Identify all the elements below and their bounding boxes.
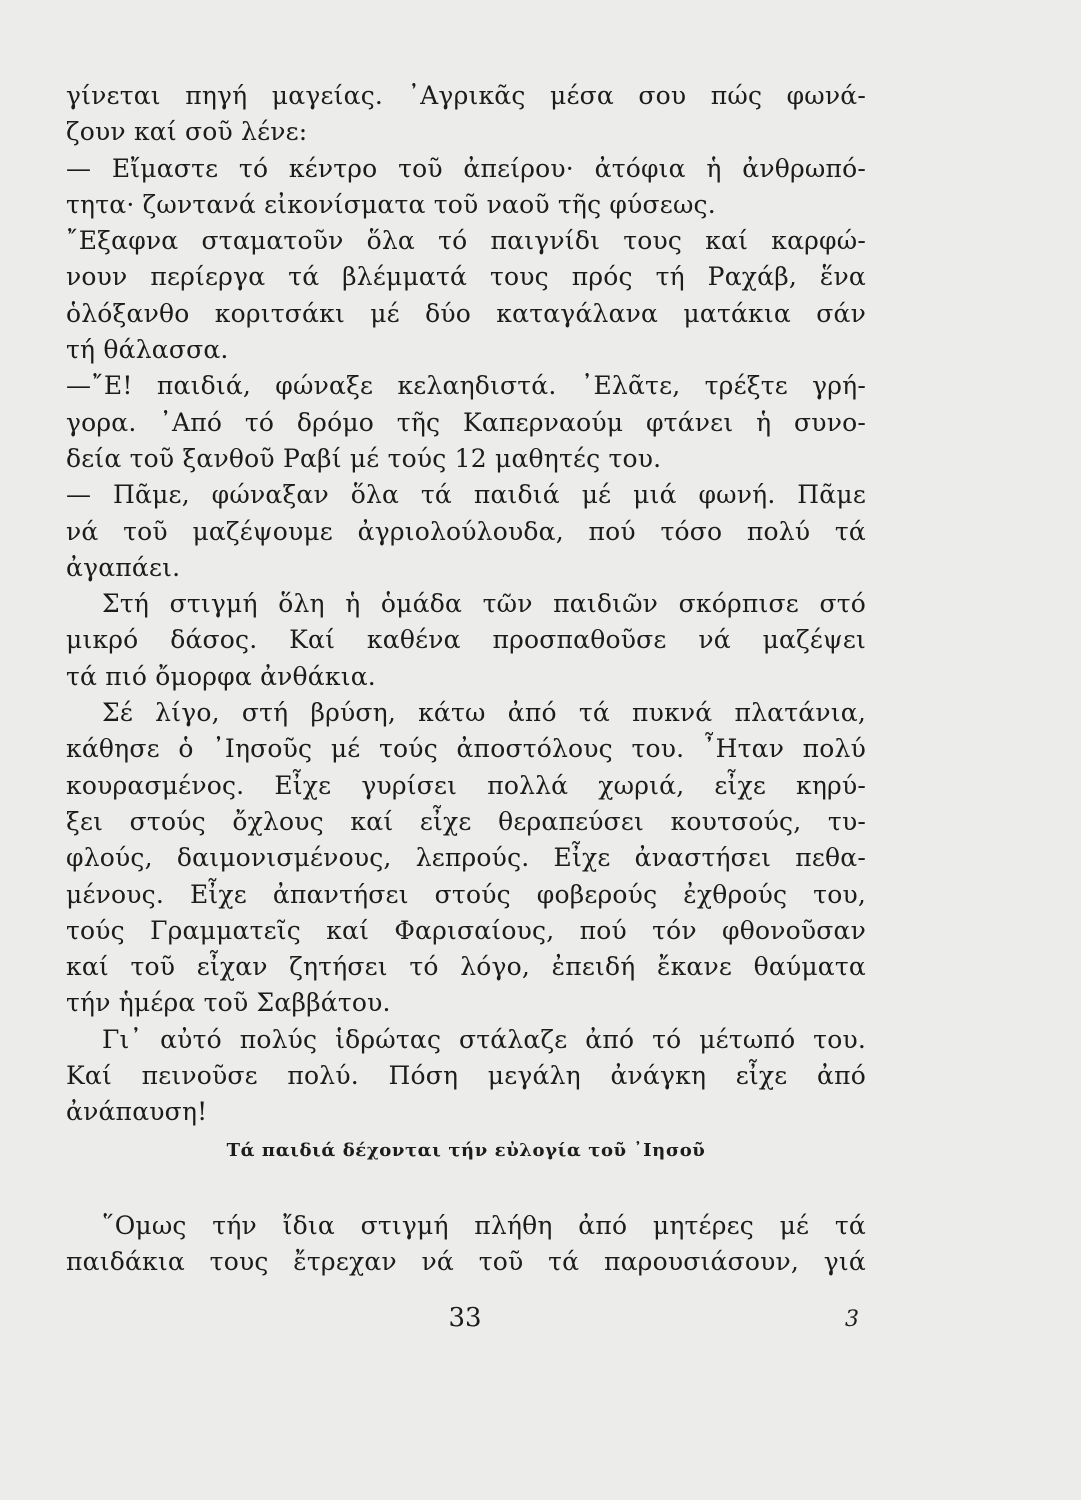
text-line: τή θάλασσα. <box>66 335 229 365</box>
text-line: ῞Ομως τήν ἴδια στιγμή πλήθη ἀπό μητέρες μέ τά <box>102 1211 866 1240</box>
text-line: ξει στούς ὄχλους καί εἶχε θεραπεύσει κουτσούς, τυ- <box>66 806 866 836</box>
text-line: Στή στιγμή ὅλη ἡ ὁμάδα τῶν παιδιῶν σκόρπισε στό <box>102 589 866 619</box>
text-line: —῎Ε! παιδιά, φώναξε κελαηδιστά. ᾿Ελᾶτε, τρέξτε γρή- <box>66 371 866 401</box>
page-number: 33 <box>448 1303 482 1333</box>
text-line: — Πᾶμε, φώναξαν ὅλα τά παιδιά μέ μιά φωνή. Πᾶμε <box>66 480 866 510</box>
section-heading: Τά παιδιά δέχονται τήν εὐλογία τοῦ ᾿Ιησοῦ <box>226 1140 706 1161</box>
text-line: Γι᾿ αὐτό πολύς ἱδρώτας στάλαζε ἀπό τό μέτωπό του. <box>102 1024 866 1054</box>
text-line: ὁλόξανθο κοριτσάκι μέ δύο καταγάλανα ματάκια σάν <box>66 298 866 328</box>
text-line: φλούς, δαιμονισμένους, λεπρούς. Εἶχε ἀναστήσει πεθα- <box>66 843 866 873</box>
text-line: παιδάκια τους ἔτρεχαν νά τοῦ τά παρουσιάσουν, γιά <box>66 1247 866 1277</box>
text-line: τήν ἡμέρα τοῦ Σαββάτου. <box>66 988 391 1018</box>
text-line: ἀγαπάει. <box>66 552 181 582</box>
text-line: ζουν καί σοῦ λένε: <box>66 117 308 147</box>
text-line: — Εἴμαστε τό κέντρο τοῦ ἀπείρου· ἀτόφια ἡ ἀνθρωπό- <box>66 153 866 183</box>
text-line: Καί πεινοῦσε πολύ. Πόση μεγάλη ἀνάγκη εἶχε ἀπό <box>66 1061 866 1091</box>
text-line: ἀνάπαυση! <box>66 1097 208 1127</box>
text-line: τητα· ζωντανά εἰκονίσματα τοῦ ναοῦ τῆς φύσεως. <box>66 189 716 219</box>
text-line: κάθησε ὁ ᾿Ιησοῦς μέ τούς ἀποστόλους του. ῏Ηταν πολύ <box>66 734 866 764</box>
text-line: καί τοῦ εἶχαν ζητήσει τό λόγο, ἐπειδή ἔκανε θαύματα <box>66 952 866 982</box>
text-line: γορα. ᾿Από τό δρόμο τῆς Καπερναούμ φτάνει ἡ συνο- <box>66 407 866 437</box>
text-line: νά τοῦ μαζέψουμε ἀγριολούλουδα, πού τόσο πολύ τά <box>66 516 866 546</box>
text-line: δεία τοῦ ξανθοῦ Ραβί μέ τούς 12 μαθητές του. <box>66 443 662 473</box>
body-text <box>66 78 866 1131</box>
text-line: μένους. Εἶχε ἀπαντήσει στούς φοβερούς ἐχθρούς του, <box>66 879 866 909</box>
signature-mark: 3 <box>845 1307 859 1332</box>
text-line: νουν περίεργα τά βλέμματά τους πρός τή Ραχάβ, ἕνα <box>66 262 866 292</box>
closing-paragraph <box>66 1208 866 1281</box>
text-line: μικρό δάσος. Καί καθένα προσπαθοῦσε νά μαζέψει <box>66 625 866 655</box>
text-line: κουρασμένος. Εἶχε γυρίσει πολλά χωριά, εἶχε κηρύ- <box>66 770 866 800</box>
text-line: γίνεται πηγή μαγείας. ᾿Αγρικᾶς μέσα σου πώς φωνά- <box>66 81 866 110</box>
text-line: ῎Εξαφνα σταματοῦν ὅλα τό παιγνίδι τους καί καρφώ- <box>66 226 866 256</box>
text-line: τούς Γραμματεῖς καί Φαρισαίους, πού τόν φθονοῦσαν <box>66 915 866 945</box>
text-line: Σέ λίγο, στή βρύση, κάτω ἀπό τά πυκνά πλατάνια, <box>102 698 866 728</box>
text-line: τά πιό ὄμορφα ἀνθάκια. <box>66 661 376 691</box>
